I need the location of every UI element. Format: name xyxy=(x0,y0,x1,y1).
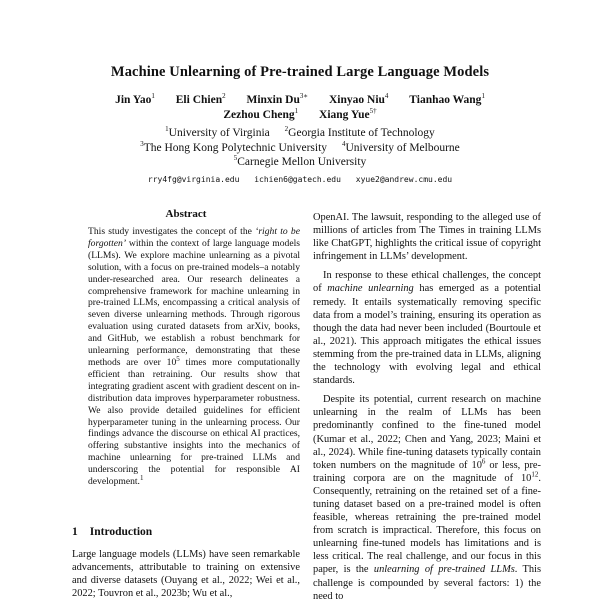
affiliation-line-1 xyxy=(0,127,600,139)
affiliation: $^2$Georgia Institute of Technology xyxy=(284,125,435,139)
affiliation-line-3 xyxy=(0,156,600,168)
author-line-2 xyxy=(0,109,600,121)
affiliation: $^4$University of Melbourne xyxy=(341,140,460,154)
email: rry4fg@virginia.edu xyxy=(147,175,240,184)
paragraph: In response to these ethical challenges, the concept of machine unlearning has emerged as a potential remedy. It entails systematically removing specific data from a model’s training, ensuring its operation as though the data had never been included (Bourtoule et al., 2021). This approach mitigates the ethical issues stemming from the pre-trained data in LLMs, aligning the technology with evolving legal and ethical standards. xyxy=(313,270,541,387)
author: Eli Chien$^2$ xyxy=(175,92,226,106)
author-emails xyxy=(0,175,600,184)
email: ichien6@gatech.edu xyxy=(254,175,341,184)
author: Minxin $Du^{3∗}$ xyxy=(246,92,309,106)
author: Zezhou Cheng$^1$ xyxy=(223,107,299,121)
section-heading-introduction: 1 Introduction xyxy=(72,526,153,538)
author: Xiang Yue$^{5\dagger}$ xyxy=(319,107,377,121)
author: Xinyao Niu$^4$ xyxy=(329,92,389,106)
paper-title: Machine Unlearning of Pre-trained Large Language Models xyxy=(110,64,490,80)
author-line-1 xyxy=(0,94,600,106)
abstract-heading: Abstract xyxy=(165,208,207,220)
right-column-text xyxy=(313,211,541,603)
paragraph: Despite its potential, current research on machine unlearning in the realm of LLMs has been predominantly confined to the fine-tuned model (Kumar et al., 2022; Chen and Yang, 2023; Maini et al., 2024). While fine-tuning datasets typically contain token numbers on the magnitude of $10^6$ or less, pre-training corpora are on the magnitude of $10^{12}$. Consequently, retraining on the retained set of a fine-tuning dataset based on a pre-trained model is often feasible, whereas retraining the pre-trained model from scratch is impractical. Therefore, this focus on unlearning fine-tuned models has limitations and is less critical. The real challenge, and our focus in this paper, is the unlearning of pre-trained LLMs. This challenge is compounded by several factors: 1) the need to xyxy=(313,394,541,602)
email: xyue2@andrew.cmu.edu xyxy=(355,175,453,184)
affiliation: $^3$The Hong Kong Polytechnic University xyxy=(140,140,328,154)
affiliation-line-2 xyxy=(0,142,600,154)
author: Tianhao Wang$^1$ xyxy=(409,92,485,106)
footnote-mark: 1 xyxy=(139,473,144,482)
introduction-text: Large language models (LLMs) have seen remarkable advancements, attributable to training on extensive and diverse datasets (Ouyang et al., 2022; Wei et al., 2022; Touvron et al., 2023b; Wu et al., xyxy=(72,549,300,599)
affiliation: $^1$University of Virginia xyxy=(165,125,270,139)
author: Jin Yao$^1$ xyxy=(115,92,155,106)
paragraph: OpenAI. The lawsuit, responding to the alleged use of millions of articles from The Times in training LLMs like ChatGPT, highlights the critical issue of copyright infringement in LLMs’ development. xyxy=(313,212,541,263)
abstract-text: This study investigates the concept of the ‘right to be forgotten’ within the context of large language models (LLMs). We explore machine unlearning as a pivotal solution, with a focus on pre-trained models–a notably under-researched area. Our research delineates a comprehensive framework for machine unlearning in pre-trained LLMs, encompassing a critical analysis of seven diverse unlearning methods. Through rigorous evaluation using curated datasets from arXiv, books, and GitHub, we establish a robust benchmark for unlearning performance, demonstrating that these methods are over $10^5$ times more computationally efficient than retraining. Our results show that integrating gradient ascent with gradient descent on in-distribution data improves hyperparameter robustness. We also provide detailed guidelines for efficient hyperparameter tuning in the unlearning process. Our findings advance the discourse on ethical AI practices, offering substantive insights into the mechanics of machine unlearning for pre-trained LLMs and underscoring the potential for responsible AI development.$^1$ xyxy=(88,226,300,488)
affiliation: $^5$Carnegie Mellon University xyxy=(233,154,367,168)
